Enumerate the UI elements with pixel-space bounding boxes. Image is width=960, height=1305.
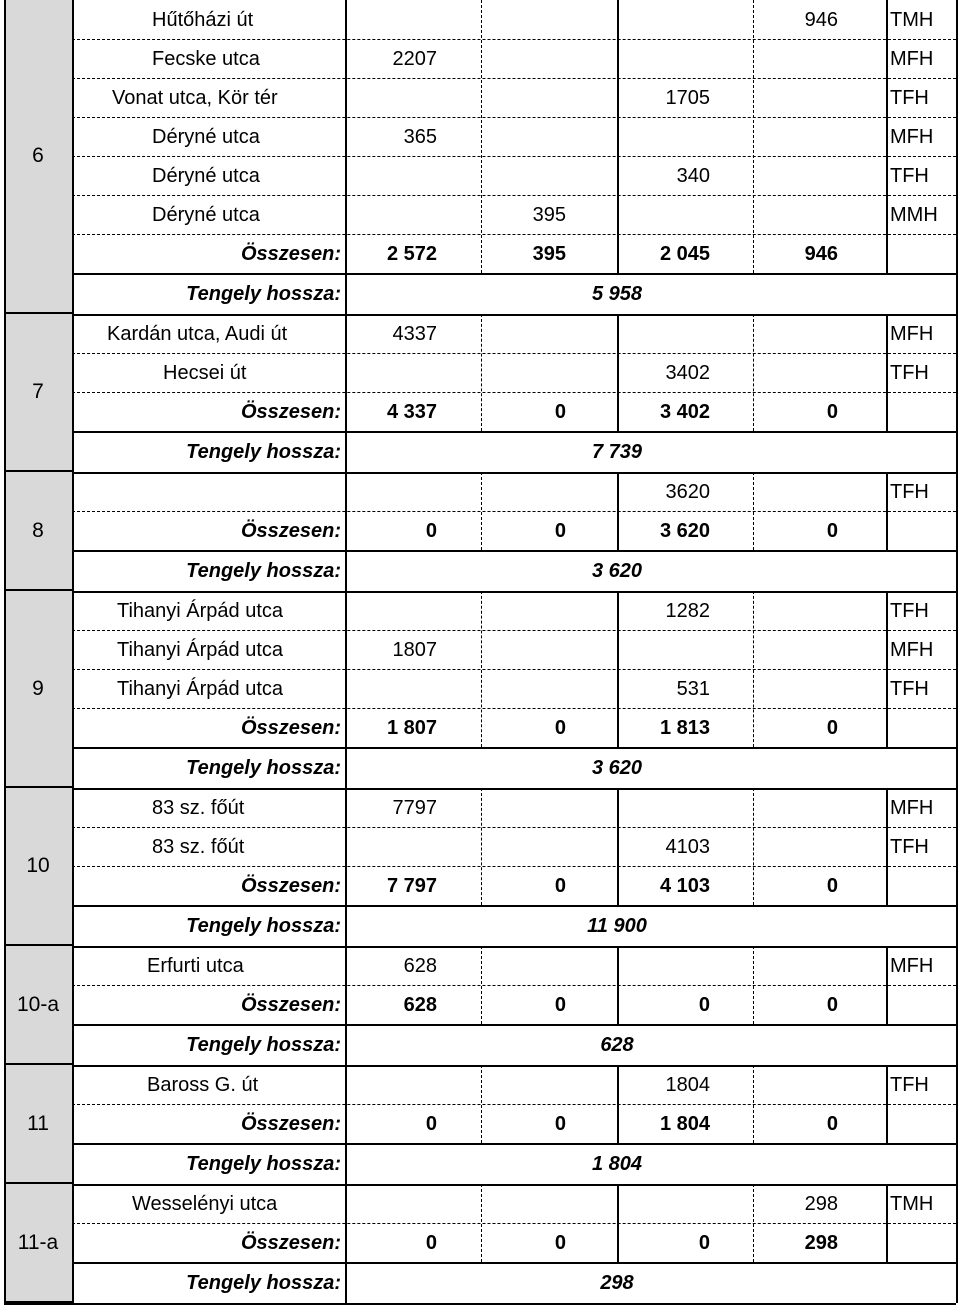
group-number: 7 <box>4 314 72 472</box>
length-value: 298 <box>804 1192 838 1215</box>
street-name: Hűtőházi út <box>152 8 254 31</box>
total-value: 0 <box>554 400 566 423</box>
road-type: MFH <box>890 638 934 661</box>
street-name: Vonat utca, Kör tér <box>112 86 278 109</box>
group-divider <box>4 314 956 316</box>
column-divider <box>481 1184 482 1262</box>
total-value: 946 <box>804 242 838 265</box>
group-divider <box>72 550 956 552</box>
length-value: 7797 <box>392 796 437 819</box>
total-label: Összesen: <box>240 242 341 265</box>
road-type: MFH <box>890 796 934 819</box>
total-label: Összesen: <box>240 1112 341 1135</box>
column-divider <box>617 591 619 747</box>
row-divider <box>72 234 956 235</box>
street-name: Kardán utca, Audi út <box>107 322 288 345</box>
total-value: 4 337 <box>386 400 437 423</box>
row-divider <box>72 511 956 512</box>
column-divider <box>617 314 619 431</box>
total-value: 4 103 <box>659 874 710 897</box>
column-divider <box>753 788 754 905</box>
total-value: 1 804 <box>659 1112 710 1135</box>
total-value: 0 <box>826 519 838 542</box>
total-value: 0 <box>826 1112 838 1135</box>
road-type: TMH <box>890 1192 934 1215</box>
road-type: MFH <box>890 322 934 345</box>
group-number: 11-a <box>4 1184 72 1303</box>
total-value: 0 <box>826 874 838 897</box>
group-divider <box>4 788 956 790</box>
length-value: 340 <box>676 164 710 187</box>
column-divider <box>886 788 888 905</box>
axis-length: 628 <box>600 1033 634 1056</box>
row-divider <box>72 1104 956 1105</box>
axis-label: Tengely hossza: <box>186 1271 341 1294</box>
road-type: TFH <box>890 164 929 187</box>
axis-length: 1 804 <box>591 1152 643 1175</box>
column-divider <box>886 1065 888 1143</box>
total-value: 0 <box>826 993 838 1016</box>
group-divider <box>4 1184 956 1186</box>
total-value: 0 <box>826 716 838 739</box>
axis-length: 298 <box>600 1271 634 1294</box>
total-value: 0 <box>554 993 566 1016</box>
street-name: Hecsei út <box>163 361 247 384</box>
street-name: Erfurti utca <box>147 954 244 977</box>
road-type: MMH <box>890 203 938 226</box>
total-value: 0 <box>826 400 838 423</box>
street-name: Tihanyi Árpád utca <box>117 599 284 622</box>
total-value: 0 <box>698 993 710 1016</box>
axis-length: 7 739 <box>591 440 643 463</box>
road-type: MFH <box>890 47 934 70</box>
column-divider <box>345 314 347 472</box>
street-name: Déryné utca <box>152 125 260 148</box>
length-value: 1807 <box>392 638 437 661</box>
group-number: 10-a <box>4 946 72 1065</box>
axis-label: Tengely hossza: <box>186 914 341 937</box>
group-divider <box>72 747 956 749</box>
row-divider <box>72 866 956 867</box>
column-divider <box>617 788 619 905</box>
column-divider <box>753 1184 754 1262</box>
axis-label: Tengely hossza: <box>186 1152 341 1175</box>
group-divider <box>4 1065 956 1067</box>
road-type: TFH <box>890 835 929 858</box>
group-divider <box>4 472 956 474</box>
column-divider <box>481 314 482 431</box>
group-divider <box>72 1024 956 1026</box>
total-value: 0 <box>425 1231 437 1254</box>
group-divider <box>72 431 956 433</box>
street-name: 83 sz. főút <box>152 796 245 819</box>
row-divider <box>72 669 956 670</box>
row-divider <box>72 827 956 828</box>
street-name: Déryné utca <box>152 164 260 187</box>
total-label: Összesen: <box>240 519 341 542</box>
column-divider <box>345 0 347 314</box>
length-value: 4103 <box>665 835 710 858</box>
length-value: 2207 <box>392 47 437 70</box>
column-divider <box>617 1184 619 1262</box>
total-value: 0 <box>698 1231 710 1254</box>
group-number: 9 <box>4 591 72 788</box>
group-divider <box>72 273 956 275</box>
column-divider <box>886 0 888 273</box>
road-type: MFH <box>890 125 934 148</box>
column-divider <box>481 946 482 1024</box>
column-divider <box>481 591 482 747</box>
row-divider <box>72 195 956 196</box>
length-value: 4337 <box>392 322 437 345</box>
axis-length: 11 900 <box>587 914 647 937</box>
row-divider <box>72 78 956 79</box>
row-divider <box>72 1223 956 1224</box>
column-divider <box>886 314 888 431</box>
column-divider <box>345 1065 347 1184</box>
total-value: 3 402 <box>659 400 710 423</box>
total-value: 395 <box>532 242 566 265</box>
total-value: 0 <box>554 1112 566 1135</box>
column-divider <box>753 472 754 550</box>
column-divider <box>481 788 482 905</box>
column-divider <box>886 946 888 1024</box>
street-name: 83 sz. főút <box>152 835 245 858</box>
axis-label: Tengely hossza: <box>186 756 341 779</box>
total-value: 0 <box>554 874 566 897</box>
total-value: 3 620 <box>659 519 710 542</box>
column-divider <box>886 472 888 550</box>
column-divider <box>345 591 347 788</box>
row-divider <box>72 39 956 40</box>
axis-length: 5 958 <box>591 282 643 305</box>
group-divider <box>72 1143 956 1145</box>
road-type: TFH <box>890 1073 929 1096</box>
length-value: 1282 <box>665 599 710 622</box>
row-divider <box>72 630 956 631</box>
total-label: Összesen: <box>240 400 341 423</box>
axis-label: Tengely hossza: <box>186 282 341 305</box>
row-divider <box>72 156 956 157</box>
column-divider <box>345 1184 347 1303</box>
column-divider <box>753 314 754 431</box>
total-label: Összesen: <box>240 874 341 897</box>
length-value: 3402 <box>665 361 710 384</box>
axis-length: 3 620 <box>591 756 643 779</box>
row-divider <box>72 353 956 354</box>
column-divider <box>886 591 888 747</box>
street-name: Baross G. út <box>147 1073 259 1096</box>
column-divider <box>753 0 754 273</box>
column-divider <box>886 1184 888 1262</box>
total-value: 298 <box>804 1231 838 1254</box>
group-divider <box>4 591 956 593</box>
column-divider <box>617 0 619 273</box>
street-name: Tihanyi Árpád utca <box>117 677 284 700</box>
row-divider <box>72 985 956 986</box>
axis-label: Tengely hossza: <box>186 1033 341 1056</box>
road-type: TFH <box>890 677 929 700</box>
road-type: TFH <box>890 599 929 622</box>
group-number: 8 <box>4 472 72 591</box>
length-value: 628 <box>403 954 437 977</box>
total-value: 0 <box>425 519 437 542</box>
total-label: Összesen: <box>240 993 341 1016</box>
street-name: Déryné utca <box>152 203 260 226</box>
total-value: 0 <box>425 1112 437 1135</box>
length-value: 1804 <box>665 1073 710 1096</box>
column-divider <box>753 591 754 747</box>
column-divider <box>4 0 6 1303</box>
length-value: 365 <box>403 125 437 148</box>
road-type: TFH <box>890 361 929 384</box>
group-divider <box>4 946 956 948</box>
street-name: Fecske utca <box>152 47 260 70</box>
column-divider <box>345 788 347 946</box>
group-number: 6 <box>4 0 72 314</box>
group-number: 10 <box>4 788 72 946</box>
total-value: 628 <box>403 993 437 1016</box>
axis-length: 3 620 <box>591 559 643 582</box>
length-value: 1705 <box>665 86 710 109</box>
column-divider <box>345 946 347 1065</box>
road-type: TFH <box>890 86 929 109</box>
road-type: TFH <box>890 480 929 503</box>
column-divider <box>753 946 754 1024</box>
column-divider <box>481 0 482 273</box>
street-name: Wesselényi utca <box>132 1192 278 1215</box>
row-divider <box>72 708 956 709</box>
length-value: 946 <box>804 8 838 31</box>
total-value: 0 <box>554 716 566 739</box>
column-divider <box>753 1065 754 1143</box>
column-divider <box>481 1065 482 1143</box>
road-type: TMH <box>890 8 934 31</box>
length-value: 3620 <box>665 480 710 503</box>
column-divider <box>617 1065 619 1143</box>
column-divider <box>617 946 619 1024</box>
column-divider <box>72 0 74 1303</box>
street-name: Tihanyi Árpád utca <box>117 638 284 661</box>
length-value: 395 <box>532 203 566 226</box>
total-value: 2 572 <box>386 242 437 265</box>
column-divider <box>617 472 619 550</box>
total-value: 7 797 <box>386 874 437 897</box>
row-divider <box>72 117 956 118</box>
total-value: 1 807 <box>386 716 437 739</box>
group-divider <box>72 1262 956 1264</box>
total-label: Összesen: <box>240 716 341 739</box>
total-value: 2 045 <box>659 242 710 265</box>
column-divider <box>481 472 482 550</box>
column-divider <box>345 472 347 591</box>
total-value: 0 <box>554 519 566 542</box>
road-type: MFH <box>890 954 934 977</box>
group-number: 11 <box>4 1065 72 1184</box>
total-value: 1 813 <box>659 716 710 739</box>
row-divider <box>72 392 956 393</box>
group-divider <box>72 905 956 907</box>
column-divider <box>956 0 958 1303</box>
axis-label: Tengely hossza: <box>186 440 341 463</box>
axis-label: Tengely hossza: <box>186 559 341 582</box>
total-label: Összesen: <box>240 1231 341 1254</box>
total-value: 0 <box>554 1231 566 1254</box>
length-value: 531 <box>676 677 710 700</box>
